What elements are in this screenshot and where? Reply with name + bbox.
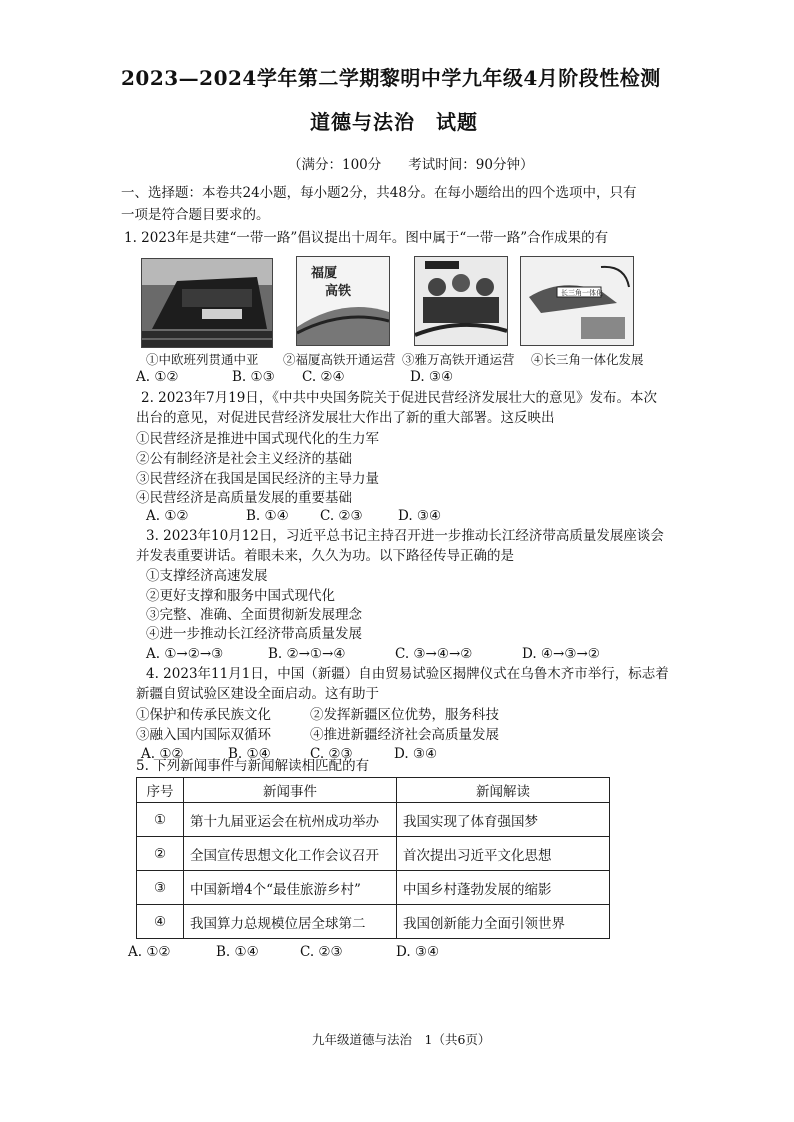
caption-1: ①中欧班列贯通中亚 bbox=[146, 352, 259, 367]
q5-option-a: A. ①② bbox=[128, 944, 171, 960]
question-4-stem-1: 4. 2023年11月1日，中国（新疆）自由贸易试验区揭牌仪式在乌鲁木齐市举行，标志着 bbox=[146, 666, 669, 682]
q4-option-c: C. ②③ bbox=[310, 746, 353, 762]
q1-option-d: D. ③④ bbox=[410, 369, 454, 385]
image-fuxia-railway bbox=[296, 256, 390, 346]
q4-item-4: ④推进新疆经济社会高质量发展 bbox=[310, 727, 499, 743]
question-5-stem: 5. 下列新闻事件与新闻解读相匹配的有 bbox=[136, 758, 370, 774]
table-header-row bbox=[137, 778, 610, 803]
row-interpretation: 我国实现了体育强国梦 bbox=[397, 803, 610, 837]
q3-option-b: B. ②→①→④ bbox=[268, 646, 346, 662]
svg-text:长三角一体化: 长三角一体化 bbox=[561, 289, 603, 297]
header-event: 新闻事件 bbox=[184, 778, 397, 803]
q1-option-b: B. ①③ bbox=[232, 369, 275, 385]
section-intro-line2: 一项是符合题目要求的。 bbox=[121, 207, 270, 223]
image-train bbox=[141, 258, 273, 348]
q3-item-4: ④进一步推动长江经济带高质量发展 bbox=[146, 626, 362, 642]
table-row bbox=[137, 871, 610, 905]
header-interpretation: 新闻解读 bbox=[397, 778, 610, 803]
q2-option-b: B. ①④ bbox=[246, 508, 289, 524]
exam-title: 2023—2024学年第二学期黎明中学九年级4月阶段性检测 bbox=[121, 66, 661, 90]
q4-option-a: A. ①② bbox=[141, 746, 184, 762]
q2-item-1: ①民营经济是推进中国式现代化的生力军 bbox=[136, 431, 379, 447]
row-index: ③ bbox=[137, 871, 184, 905]
svg-text:福厦: 福厦 bbox=[311, 266, 338, 281]
q5-option-d: D. ③④ bbox=[396, 944, 440, 960]
question-2-stem-1: 2. 2023年7月19日，《中共中央国务院关于促进民营经济发展壮大的意见》发布。本次 bbox=[141, 390, 658, 406]
caption-3: ③雅万高铁开通运营 bbox=[402, 352, 515, 367]
row-interpretation: 首次提出习近平文化思想 bbox=[397, 837, 610, 871]
question-1-stem: 1. 2023年是共建“一带一路”倡议提出十周年。图中属于“一带一路”合作成果的有 bbox=[124, 230, 609, 246]
header-index: 序号 bbox=[137, 778, 184, 803]
table-row bbox=[137, 803, 610, 837]
row-interpretation: 中国乡村蓬勃发展的缩影 bbox=[397, 871, 610, 905]
question-4-stem-2: 新疆自贸试验区建设全面启动。这有助于 bbox=[136, 686, 379, 702]
q4-option-d: D. ③④ bbox=[394, 746, 438, 762]
q3-option-c: C. ③→④→② bbox=[395, 646, 473, 662]
row-index: ④ bbox=[137, 905, 184, 939]
q5-option-c: C. ②③ bbox=[300, 944, 343, 960]
q4-item-2: ②发挥新疆区位优势，服务科技 bbox=[310, 707, 499, 723]
q2-option-a: A. ①② bbox=[146, 508, 189, 524]
row-event: 我国算力总规模位居全球第二 bbox=[184, 905, 397, 939]
svg-text:高铁: 高铁 bbox=[325, 284, 352, 299]
page-footer: 九年级道德与法治 1（共6页） bbox=[312, 1032, 491, 1047]
q1-option-a: A. ①② bbox=[136, 369, 179, 385]
q5-option-b: B. ①④ bbox=[216, 944, 259, 960]
q4-option-b: B. ①④ bbox=[228, 746, 271, 762]
table-row bbox=[137, 905, 610, 939]
image-jakarta-bandung-railway bbox=[414, 256, 508, 346]
q4-item-1: ①保护和传承民族文化 bbox=[136, 707, 271, 723]
table-row bbox=[137, 837, 610, 871]
row-index: ① bbox=[137, 803, 184, 837]
news-table bbox=[136, 777, 610, 939]
question-3-stem-1: 3. 2023年10月12日，习近平总书记主持召开进一步推动长江经济带高质量发展座谈会 bbox=[146, 528, 664, 544]
q1-option-c: C. ②④ bbox=[302, 369, 345, 385]
q3-item-1: ①支撑经济高速发展 bbox=[146, 568, 268, 584]
row-interpretation: 我国创新能力全面引领世界 bbox=[397, 905, 610, 939]
q2-item-4: ④民营经济是高质量发展的重要基础 bbox=[136, 490, 352, 506]
exam-info: （满分：100分 考试时间：90分钟） bbox=[288, 157, 534, 173]
row-event: 中国新增4个“最佳旅游乡村” bbox=[184, 871, 397, 905]
subject-title: 道德与法治 试题 bbox=[310, 110, 478, 134]
question-2-stem-2: 出台的意见，对促进民营经济发展壮大作出了新的重大部署。这反映出 bbox=[136, 410, 555, 426]
caption-2: ②福厦高铁开通运营 bbox=[283, 352, 396, 367]
row-index: ② bbox=[137, 837, 184, 871]
q3-item-3: ③完整、准确、全面贯彻新发展理念 bbox=[146, 607, 362, 623]
caption-4: ④长三角一体化发展 bbox=[531, 352, 644, 367]
row-event: 第十九届亚运会在杭州成功举办 bbox=[184, 803, 397, 837]
section-intro-line1: 一、选择题：本卷共24小题，每小题2分，共48分。在每小题给出的四个选项中，只有 bbox=[121, 185, 637, 201]
q3-option-a: A. ①→②→③ bbox=[146, 646, 224, 662]
q2-item-3: ③民营经济在我国是国民经济的主导力量 bbox=[136, 471, 379, 487]
q3-item-2: ②更好支撑和服务中国式现代化 bbox=[146, 588, 335, 604]
q3-option-d: D. ④→③→② bbox=[522, 646, 600, 662]
question-3-stem-2: 并发表重要讲话。着眼未来，久久为功。以下路径传导正确的是 bbox=[136, 548, 514, 564]
row-event: 全国宣传思想文化工作会议召开 bbox=[184, 837, 397, 871]
q4-item-3: ③融入国内国际双循环 bbox=[136, 727, 271, 743]
q2-item-2: ②公有制经济是社会主义经济的基础 bbox=[136, 451, 352, 467]
image-yangtze-delta bbox=[520, 256, 634, 346]
q2-option-d: D. ③④ bbox=[398, 508, 442, 524]
q2-option-c: C. ②③ bbox=[320, 508, 363, 524]
